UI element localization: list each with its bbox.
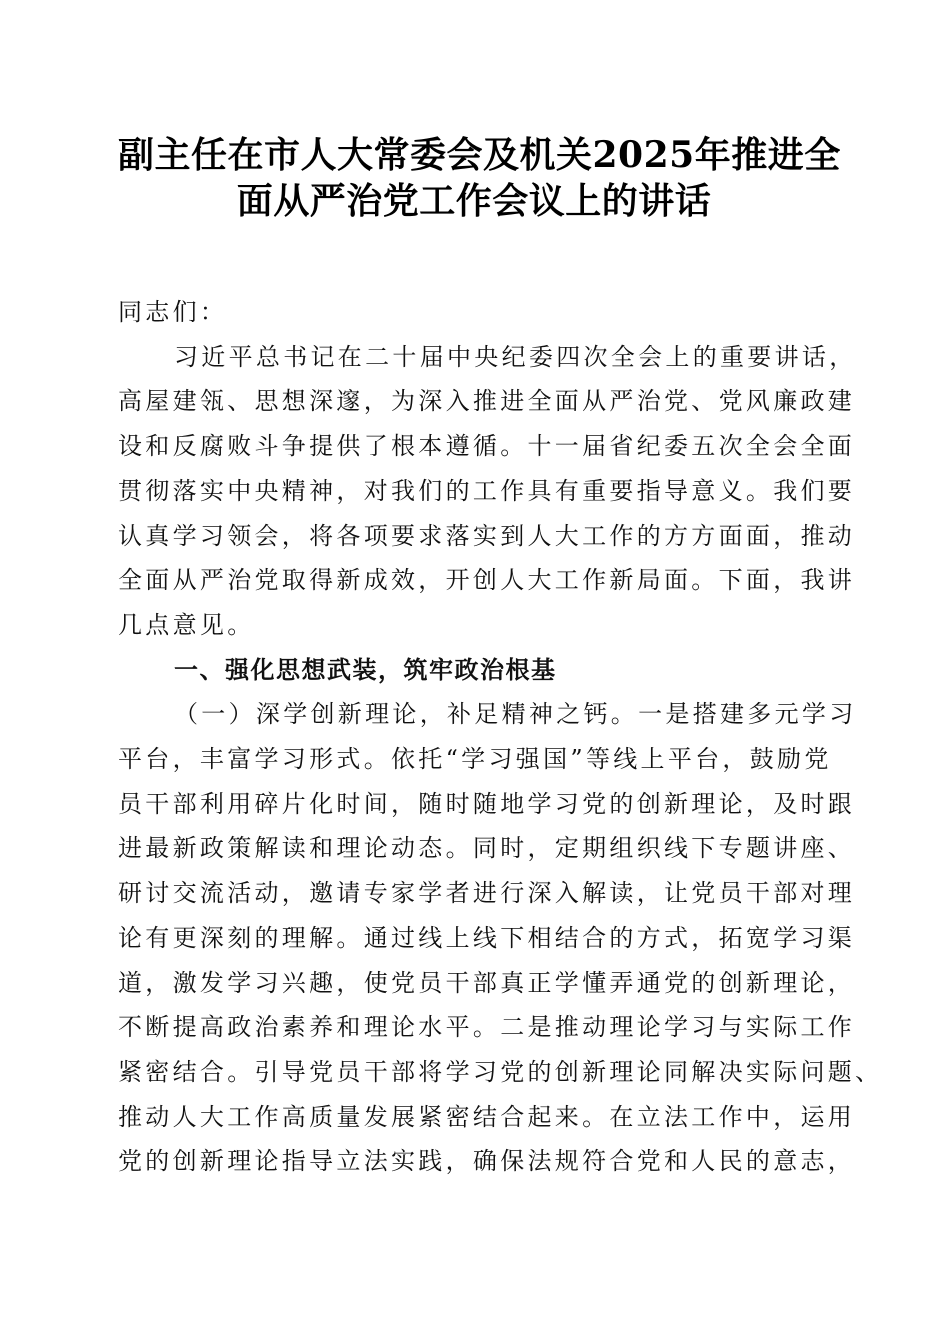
paragraph-line: 高屋建瓴、思想深邃，为深入推进全面从严治党、党风廉政建 xyxy=(118,387,856,416)
paragraph-line: 推动人大工作高质量发展紧密结合起来。在立法工作中，运用 xyxy=(118,1102,856,1131)
paragraph-line: 紧密结合。引导党员干部将学习党的创新理论同解决实际问题、 xyxy=(118,1057,883,1086)
paragraph-line: 进最新政策解读和理论动态。同时，定期组织线下专题讲座、 xyxy=(118,834,856,863)
paragraph-line: 全面从严治党取得新成效，开创人大工作新局面。下面，我讲 xyxy=(118,566,856,595)
paragraph-line: 习近平总书记在二十届中央纪委四次全会上的重要讲话， xyxy=(174,342,857,371)
title-line-2: 面从严治党工作会议上的讲话 xyxy=(236,180,712,222)
paragraph-line: 设和反腐败斗争提供了根本遵循。十一届省纪委五次全会全面 xyxy=(118,432,856,461)
paragraph-line: 贯彻落实中央精神，对我们的工作具有重要指导意义。我们要 xyxy=(118,476,856,505)
paragraph-line: 认真学习领会，将各项要求落实到人大工作的方方面面，推动 xyxy=(118,521,856,550)
paragraph-line: 党的创新理论指导立法实践，确保法规符合党和人民的意志， xyxy=(118,1147,856,1176)
paragraph-line: 道，激发学习兴趣，使党员干部真正学懂弄通党的创新理论， xyxy=(118,968,856,997)
paragraph-line: 员干部利用碎片化时间，随时随地学习党的创新理论，及时跟 xyxy=(118,789,856,818)
document-page xyxy=(118,132,883,1184)
document-body xyxy=(118,290,883,1184)
title-line-1: 副主任在市人大常委会及机关2025年推进全 xyxy=(118,134,841,176)
paragraph-intro xyxy=(118,335,857,648)
paragraph-section-1-1 xyxy=(118,692,883,1184)
document-title xyxy=(118,132,841,224)
paragraph-line: 不断提高政治素养和理论水平。二是推动理论学习与实际工作 xyxy=(118,1013,856,1042)
paragraph-line: 几点意见。 xyxy=(118,610,255,639)
paragraph-line: 论有更深刻的理解。通过线上线下相结合的方式，拓宽学习渠 xyxy=(118,923,856,952)
section-heading-1: 一、强化思想武装，筑牢政治根基 xyxy=(174,655,557,684)
paragraph-line: （一）深学创新理论，补足精神之钙。一是搭建多元学习 xyxy=(174,700,857,729)
salutation: 同志们： xyxy=(118,298,228,326)
paragraph-line: 平台，丰富学习形式。依托“学习强国”等线上平台，鼓励党 xyxy=(118,745,832,774)
paragraph-line: 研讨交流活动，邀请专家学者进行深入解读，让党员干部对理 xyxy=(118,879,856,908)
